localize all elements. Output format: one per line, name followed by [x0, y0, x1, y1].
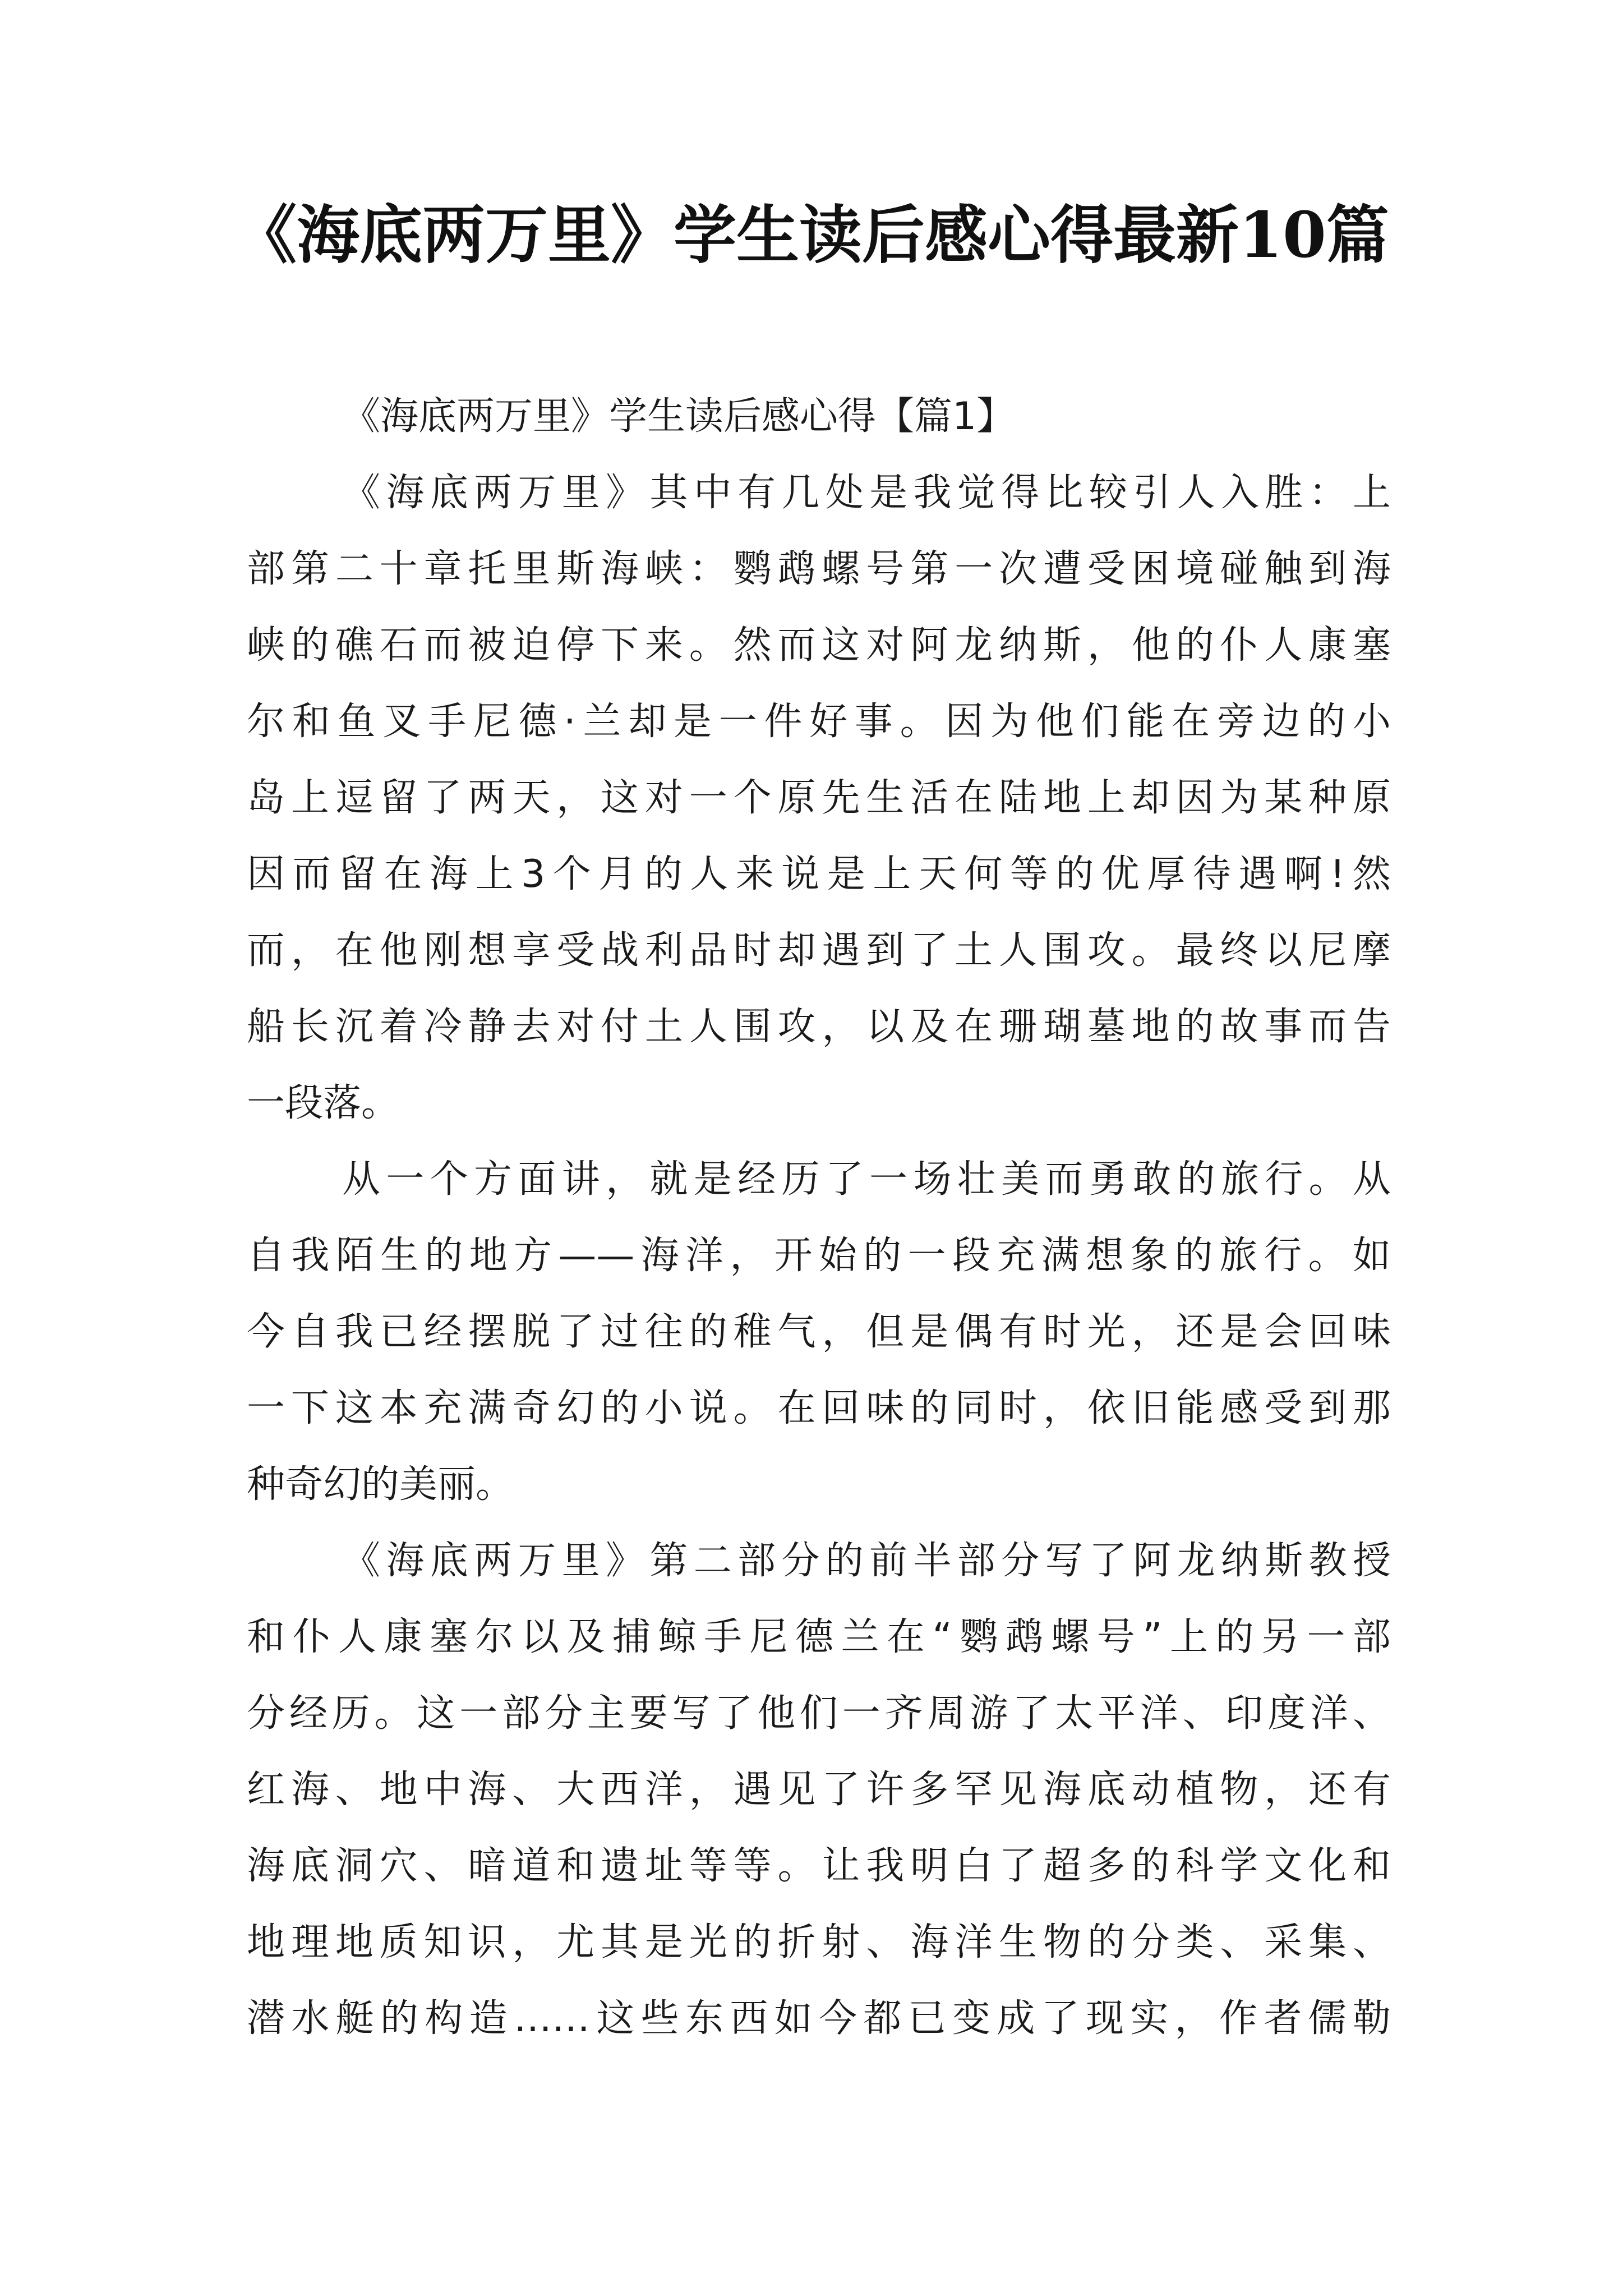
section-heading: 《海底两万里》学生读后感心得【篇1】 — [342, 394, 1015, 439]
paragraph-line: 因而留在海上3个月的人来说是上天何等的优厚待遇啊!然 — [247, 852, 1391, 896]
paragraph-line: 而，在他刚想享受战利品时却遇到了土人围攻。最终以尼摩 — [247, 928, 1391, 973]
paragraph-line: 地理地质知识，尤其是光的折射、海洋生物的分类、采集、 — [247, 1920, 1391, 1964]
paragraph-line: 岛上逗留了两天，这对一个原先生活在陆地上却因为某种原 — [247, 776, 1391, 820]
paragraph-line: 潜水艇的构造……这些东西如今都已变成了现实，作者儒勒 — [247, 1996, 1391, 2041]
paragraph-line: 《海底两万里》第二部分的前半部分写了阿龙纳斯教授 — [342, 1539, 1391, 1583]
document-title: 《海底两万里》学生读后感心得最新10篇 — [234, 199, 1389, 272]
paragraph-line: 一下这本充满奇幻的小说。在回味的同时，依旧能感受到那 — [247, 1386, 1391, 1430]
paragraph-line: 从一个方面讲，就是经历了一场壮美而勇敢的旅行。从 — [342, 1157, 1391, 1202]
paragraph-line: 今自我已经摆脱了过往的稚气，但是偶有时光，还是会回味 — [247, 1310, 1391, 1354]
paragraph-line: 部第二十章托里斯海峡：鹦鹉螺号第一次遭受困境碰触到海 — [247, 547, 1391, 591]
paragraph-line: 一段落。 — [247, 1081, 400, 1125]
paragraph-line: 自我陌生的地方——海洋，开始的一段充满想象的旅行。如 — [247, 1234, 1391, 1278]
paragraph-line: 分经历。这一部分主要写了他们一齐周游了太平洋、印度洋、 — [247, 1691, 1391, 1736]
paragraph-line: 红海、地中海、大西洋，遇见了许多罕见海底动植物，还有 — [247, 1768, 1391, 1812]
paragraph-line: 峡的礁石而被迫停下来。然而这对阿龙纳斯，他的仆人康塞 — [247, 623, 1391, 668]
paragraph-line: 船长沉着冷静去对付土人围攻，以及在珊瑚墓地的故事而告 — [247, 1005, 1391, 1049]
paragraph-line: 尔和鱼叉手尼德·兰却是一件好事。因为他们能在旁边的小 — [247, 700, 1391, 744]
paragraph-line: 种奇幻的美丽。 — [247, 1462, 514, 1507]
paragraph-line: 海底洞穴、暗道和遗址等等。让我明白了超多的科学文化和 — [247, 1844, 1391, 1888]
paragraph-line: 《海底两万里》其中有几处是我觉得比较引人入胜：上 — [342, 471, 1391, 515]
paragraph-line: 和仆人康塞尔以及捕鲸手尼德兰在“鹦鹉螺号”上的另一部 — [247, 1615, 1391, 1659]
